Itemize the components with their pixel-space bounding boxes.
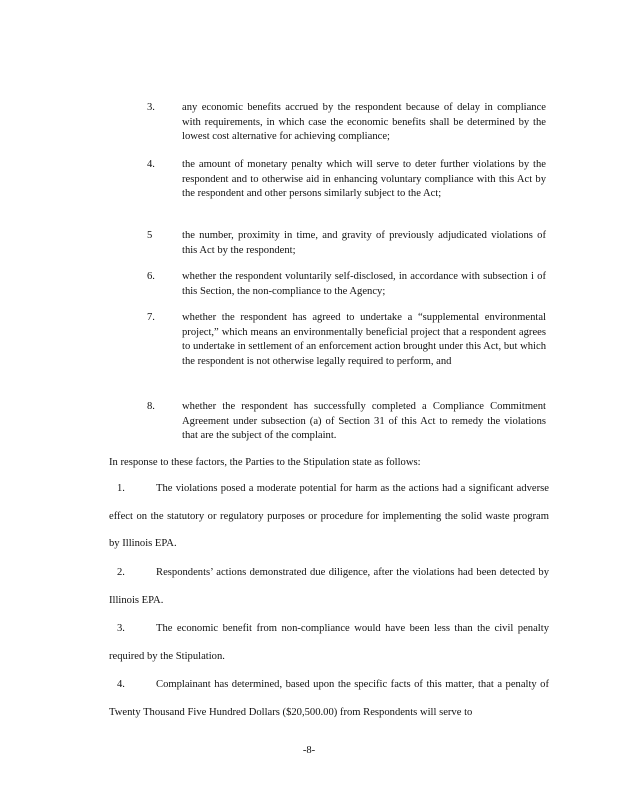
factor-text: whether the respondent has successfully completed a Compliance Commitment Agreement under subsection (a) of Section 31 of this Act to remedy the violations that are the subject of the complaint.	[182, 401, 546, 442]
response-text: The violations posed a moderate potential for harm as the actions had a significant adverse effect on the statutory or regulatory purposes or procedure for implementing the solid waste program by Illinois EPA.	[109, 483, 549, 550]
response-paragraph	[109, 559, 549, 614]
response-number: 3.	[117, 623, 125, 634]
factor-item	[147, 270, 547, 300]
response-number: 2.	[117, 567, 125, 578]
factor-item	[147, 400, 547, 445]
factor-number: 4.	[147, 159, 155, 170]
response-paragraph	[109, 475, 549, 558]
response-text: Complainant has determined, based upon the specific facts of this matter, that a penalty of Twenty Thousand Five Hundred Dollars ($20,500.00) from Respondents will serve to	[109, 679, 549, 718]
factor-text: whether the respondent has agreed to undertake a “supplemental environmental project,” which means an environmentally beneficial project that a respondent agrees to undertake in settlement of an enforcement action brought under this Act, but which the respondent is not otherwise legally required to perform, and	[182, 312, 546, 367]
factor-text: any economic benefits accrued by the respondent because of delay in compliance with requirements, in which case the economic benefits shall be determined by the lowest cost alternative for achieving compliance;	[182, 102, 546, 143]
factor-text: whether the respondent voluntarily self-disclosed, in accordance with subsection i of this Section, the non-compliance to the Agency;	[182, 271, 546, 297]
factor-number: 7.	[147, 312, 155, 323]
factor-item	[147, 229, 547, 259]
factor-item	[147, 101, 547, 146]
factor-text: the number, proximity in time, and gravity of previously adjudicated violations of this Act by the respondent;	[182, 230, 546, 256]
factor-number: 8.	[147, 401, 155, 412]
response-paragraph	[109, 615, 549, 670]
factor-item	[147, 158, 547, 218]
response-paragraph	[109, 671, 549, 726]
intro-text: In response to these factors, the Parties to the Stipulation state as follows:	[109, 457, 421, 468]
page-number: -8-	[302, 745, 316, 756]
response-text: Respondents’ actions demonstrated due diligence, after the violations had been detected by Illinois EPA.	[109, 567, 549, 606]
factor-text: the amount of monetary penalty which will serve to deter further violations by the respondent and to otherwise aid in enhancing voluntary compliance with this Act by the respondent and other persons similarly subject to the Act;	[182, 159, 546, 200]
factor-number: 5	[147, 230, 153, 241]
factor-item	[147, 311, 547, 386]
factor-number: 6.	[147, 271, 155, 282]
response-number: 1.	[117, 483, 125, 494]
response-number: 4.	[117, 679, 125, 690]
factor-number: 3.	[147, 102, 155, 113]
response-text: The economic benefit from non-compliance would have been less than the civil penalty required by the Stipulation.	[109, 623, 549, 662]
